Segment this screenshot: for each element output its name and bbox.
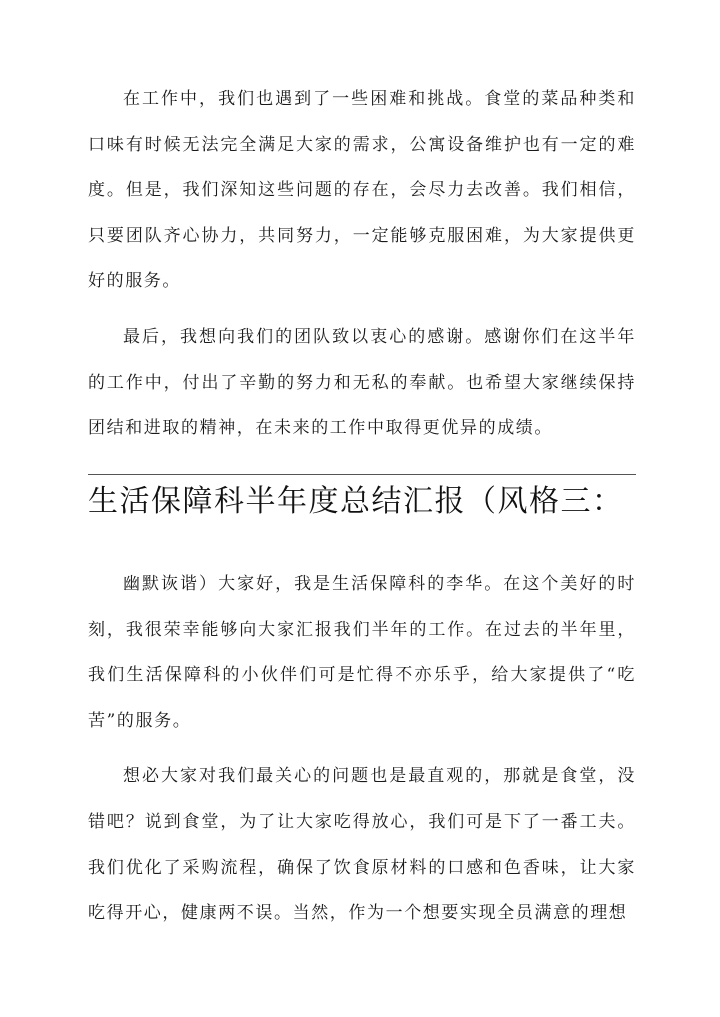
- paragraph-thanks: 最后，我想向我们的团队致以衷心的感谢。感谢你们在这半年的工作中，付出了辛勤的努力和无私的奉献。也希望大家继续保持团结和进取的精神，在未来的工作中取得更优异的成绩。: [88, 326, 636, 439]
- section-1: [88, 77, 636, 452]
- paragraph-intro: 幽默诙谐）大家好，我是生活保障科的李华。在这个美好的时刻，我很荣幸能够向大家汇报我们半年的工作。在过去的半年里，我们生活保障科的小伙伴们可是忙得不亦乐乎，给大家提供了“吃苦”的服务。: [88, 574, 636, 731]
- paragraph-canteen: 想必大家对我们最关心的问题也是最直观的，那就是食堂，没错吧？说到食堂，为了让大家吃得放心，我们可是下了一番工夫。我们优化了采购流程，确保了饮食原材料的口感和色香味，让大家吃得开心，健康两不误。当然，作为一个想要实现全员满意的理想: [88, 766, 636, 924]
- section-divider: [88, 474, 636, 475]
- section-2: [88, 562, 636, 937]
- section-heading: 生活保障科半年度总结汇报（风格三：: [88, 484, 624, 519]
- paragraph-challenges: 在工作中，我们也遇到了一些困难和挑战。食堂的菜品种类和口味有时候无法完全满足大家的需求，公寓设备维护也有一定的难度。但是，我们深知这些问题的存在，会尽力去改善。我们相信，只要团队齐心协力，共同努力，一定能够克服困难，为大家提供更好的服务。: [88, 89, 636, 292]
